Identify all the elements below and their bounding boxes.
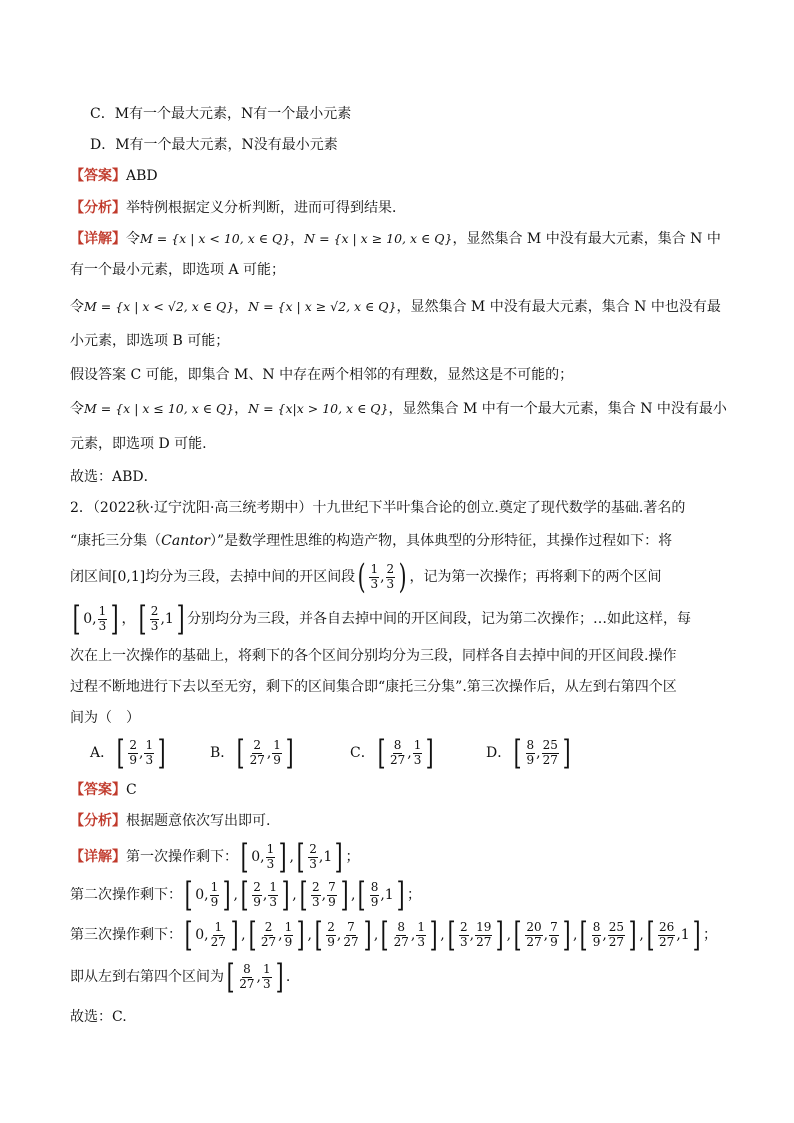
text: ，显然集合 M 中有一个最大元素，集合 N 中没有最小 (388, 401, 727, 417)
option-c-line: C．M有一个最大元素，N有一个最小元素 (90, 106, 352, 122)
set-m-4: M = {x | x ≤ 10, x ∈ Q} (84, 401, 235, 416)
choose-2: 故选：C. (70, 1009, 127, 1025)
question-2e: 次在上一次操作的基础上，将剩下的各个区间分别均分为三段，同样各自去掉中间的开区间段.操作 (70, 648, 677, 664)
question-2f: 过程不断地进行下去以至无穷，剩下的区间集合即“康托三分集”.第三次操作后，从左到右第四个区 (70, 679, 677, 695)
set-n-4: N = {x|x > 10, x ∈ Q} (248, 401, 389, 416)
detail-tag: 【详解】 (70, 849, 126, 865)
option-d-line: D．M有一个最大元素，N没有最小元素 (90, 137, 338, 153)
option-d: D． [ $\frac{8}{9}$ , $\frac{25}{27}$ ] (486, 733, 571, 773)
answer-tag: 【答案】 (70, 782, 126, 798)
detail-2-3: 第三次操作剩下： [ 0, $\frac{1}{27}$ ] , [ $\frac{2}{27}$ , $\frac{1}{9}$ ] , [ $\frac{2}{9}$ , $\frac{7}{27}$ ] , [ $\frac{8}{27}$ , $\frac{1}{3}$ ] , [ $\frac{2}{3}$ , $\frac{19}{27}$ ] , [ $\frac{20}{27}$ , $\frac{7}{9}$ ] , [ $\frac{8}{9}$ , $\frac{25}{27}$ ] , [ $\frac{26}{27}$ ,1 ] ； (70, 915, 717, 955)
analysis-2 (70, 810, 270, 830)
detail-2-4: 即从左到右第四个区间为 [ $\frac{8}{27}$ , $\frac{1}{3}$ ] . (70, 957, 291, 997)
set-m-2: M = {x | x < √2, x ∈ Q} (84, 299, 235, 314)
text: 分别均分为三段，并各自去掉中间的开区间段，记为第二次操作；…如此这样，每 (187, 611, 692, 627)
analysis-1 (70, 197, 406, 217)
question-2b (70, 530, 672, 550)
text: 令 (126, 231, 140, 247)
set-n-2: N = {x | x ≥ √2, x ∈ Q} (248, 299, 397, 314)
question-2d: [ 0, $\frac{1}{3}$ ] ， [ $\frac{2}{3}$ ,1 ] 分别均分为三段，并各自去掉中间的开区间段，记为第二次操作；…如此这样，每 (70, 602, 691, 636)
text: 第二次操作剩下： (70, 887, 182, 903)
text: 令 (70, 401, 84, 417)
open-interval-1-3-2-3: ( $\frac{1}{3}$ , $\frac{2}{3}$ ) (357, 557, 407, 597)
detail-4a: 令M = {x | x ≤ 10, x ∈ Q}，N = {x|x > 10, x ∈ Q}，显然集合 M 中有一个最大元素，集合 N 中没有最小 (70, 401, 727, 417)
detail-2-2: 第二次操作剩下： [ 0, $\frac{1}{9}$ ] , [ $\frac{2}{9}$ , $\frac{1}{3}$ ] , [ $\frac{2}{3}$ , $\frac{7}{9}$ ] , [ $\frac{8}{9}$ ,1 ] ； (70, 875, 421, 915)
answer-2-value: C (126, 782, 137, 798)
text: ，显然集合 M 中没有最大元素，集合 N 中 (452, 231, 721, 247)
text: “康托三分集（ (70, 533, 162, 549)
question-2a: 2．（2022秋·辽宁沈阳·高三统考期中）十九世纪下半叶集合论的创立.奠定了现代数学的基础.著名的 (70, 500, 686, 516)
cantor-word: Cantor (161, 533, 210, 549)
detail-3: 假设答案 C 可能，即集合 M、N 中存在两个相邻的有理数，显然这是不可能的； (70, 367, 574, 383)
option-a-label: A． (90, 745, 115, 761)
answer-1-value: ABD (126, 168, 158, 184)
answer-tag: 【答案】 (70, 168, 126, 184)
analysis-tag: 【分析】 (70, 813, 126, 829)
option-c: C． [ $\frac{8}{27}$ , $\frac{1}{3}$ ] (350, 733, 434, 773)
analysis-2-text: 根据题意依次写出即可. (126, 813, 271, 829)
detail-4b: 元素，即选项 D 可能. (70, 436, 207, 452)
text: 令 (70, 299, 84, 315)
question-2c (70, 557, 662, 597)
interval-0-1-3: [ 0, $\frac{1}{3}$ ] (72, 599, 119, 639)
text: 闭区间[0,1]均分为三段，去掉中间的开区间段 (70, 569, 356, 585)
text: 即从左到右第四个区间为 (70, 969, 224, 985)
interval-2-3-1: [ $\frac{2}{3}$ ,1 ] (138, 599, 185, 639)
text: ）”是数学理性思维的构造产物，具体典型的分形特征，其操作过程如下：将 (210, 533, 673, 549)
detail-1b: 有一个最小元素，即选项 A 可能； (70, 262, 286, 278)
answer-2 (70, 779, 137, 799)
detail-2b: 小元素，即选项 B 可能； (70, 333, 230, 349)
analysis-tag: 【分析】 (70, 200, 126, 216)
option-c-label: C． (350, 745, 375, 761)
question-2g: 间为（ ） (70, 710, 140, 726)
detail-2a: 令M = {x | x < √2, x ∈ Q}，N = {x | x ≥ √2, x ∈ Q}，显然集合 M 中没有最大元素，集合 N 中也没有最 (70, 299, 721, 315)
set-m-1: M = {x | x < 10, x ∈ Q} (140, 231, 291, 246)
text: 第一次操作剩下： (126, 849, 238, 865)
text: ，显然集合 M 中没有最大元素，集合 N 中也没有最 (396, 299, 721, 315)
choose-1: 故选：ABD． (70, 469, 158, 485)
text: 第三次操作剩下： (70, 927, 182, 943)
option-b-label: B． (210, 745, 235, 761)
detail-tag: 【详解】 (70, 231, 126, 247)
answer-1 (70, 165, 158, 185)
set-n-1: N = {x | x ≥ 10, x ∈ Q} (304, 231, 453, 246)
option-a: A． [ $\frac{2}{9}$ , $\frac{1}{3}$ ] (90, 733, 166, 773)
analysis-1-text: 举特例根据定义分析判断，进而可得到结果． (126, 200, 406, 216)
text: ，记为第一次操作；再将剩下的两个区间 (409, 569, 662, 585)
option-d-label: D． (486, 745, 512, 761)
option-b: B． [ $\frac{2}{27}$ , $\frac{1}{9}$ ] (210, 733, 294, 773)
detail-1a: 【详解】令M = {x | x < 10, x ∈ Q}，N = {x | x ≥ 10, x ∈ Q}，显然集合 M 中没有最大元素，集合 N 中 (70, 231, 721, 247)
detail-2-1: 【详解】第一次操作剩下： [ 0, $\frac{1}{3}$ ] , [ $\frac{2}{3}$ ,1 ] ； (70, 837, 360, 877)
